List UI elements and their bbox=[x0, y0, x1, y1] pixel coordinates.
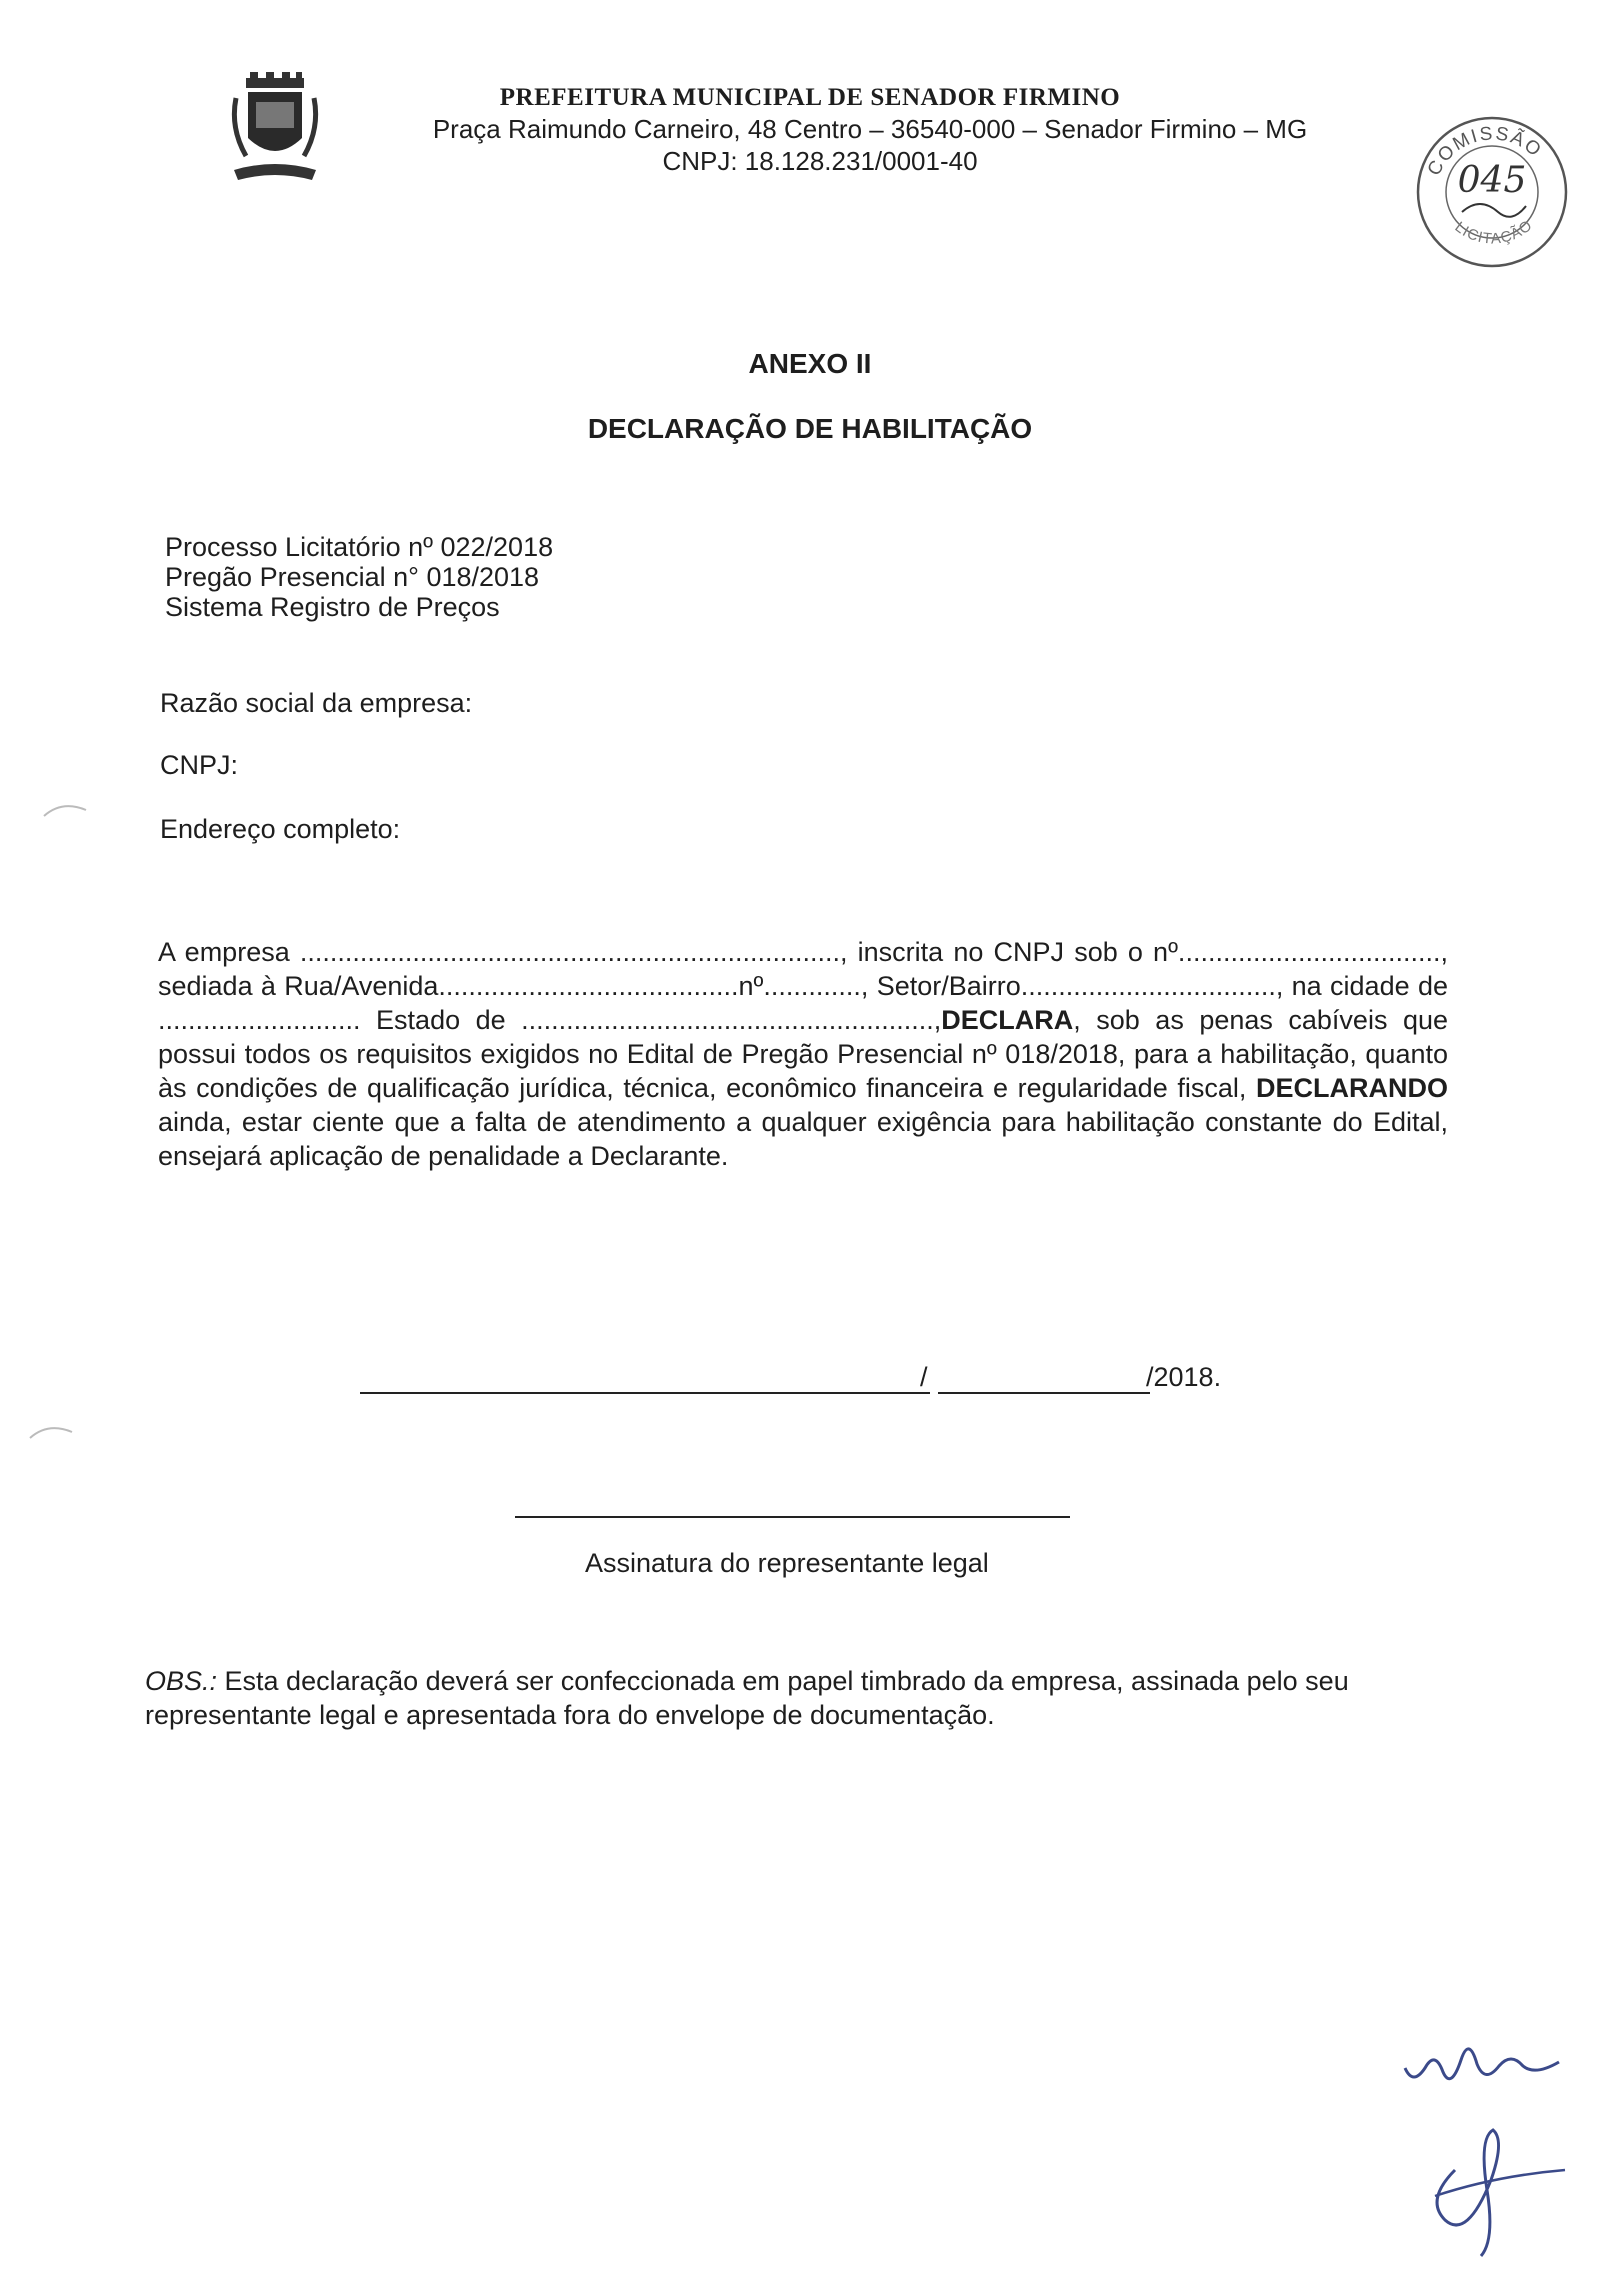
body-part3: ainda, estar ciente que a falta de atendimento a qualquer exigência para habilitação constante do Edital, ensejará aplicação de penalidade a Declarante. bbox=[158, 1107, 1448, 1171]
stamp-number: 045 bbox=[1457, 160, 1527, 201]
declaration-title: DECLARAÇÃO DE HABILITAÇÃO bbox=[587, 413, 1033, 444]
date-month-line bbox=[938, 1392, 1150, 1394]
obs-text: Esta declaração deverá ser confeccionada em papel timbrado da empresa, assinada pelo seu representante legal e apresentada fora do envelope de documentação. bbox=[145, 1666, 1349, 1730]
commission-stamp bbox=[1410, 100, 1575, 280]
date-year: /2018. bbox=[1146, 1362, 1222, 1392]
margin-mark bbox=[28, 1422, 78, 1442]
stamp-bottom-text: LICITAÇÃO bbox=[1451, 216, 1537, 248]
address-label: Endereço completo: bbox=[160, 814, 401, 844]
handwritten-rubric bbox=[1395, 2020, 1575, 2260]
process-number: Processo Licitatório nº 022/2018 bbox=[165, 532, 554, 562]
annex-title: ANEXO II bbox=[748, 348, 872, 379]
stamp-signature-scribble bbox=[1462, 204, 1526, 217]
org-name: PREFEITURA MUNICIPAL DE SENADOR FIRMINO bbox=[499, 84, 1121, 111]
body-declara: DECLARA bbox=[941, 1005, 1074, 1035]
stamp-top-text: COMISSÃO bbox=[1423, 123, 1547, 180]
company-name-label: Razão social da empresa: bbox=[160, 688, 473, 718]
date-place-line bbox=[360, 1392, 930, 1394]
body-part1: A empresa ........................................................................, inscrita no CNPJ sob o nº..................................., sediada à Rua/Avenida........................................nº............., Setor/Bairro.................................., na cidade de ........................... Estado de ......................................................., bbox=[158, 937, 1448, 1035]
body-declarando: DECLARANDO bbox=[1256, 1073, 1448, 1103]
svg-text:LICITAÇÃO bbox=[1452, 217, 1536, 248]
cnpj-label: CNPJ: bbox=[160, 750, 239, 780]
municipal-crest-icon bbox=[228, 72, 323, 184]
observation-note bbox=[145, 1664, 1405, 1732]
obs-label: OBS.: bbox=[145, 1666, 218, 1696]
margin-mark bbox=[42, 800, 92, 820]
signature-line bbox=[515, 1516, 1070, 1518]
body-part2: , sob as penas cabíveis que possui todos os requisitos exigidos no Edital de Pregão Presencial nº 018/2018, para a habilitação, quanto às condições de qualificação jurídica, técnica, econômico financeira e regularidade fiscal, bbox=[158, 1005, 1449, 1103]
org-cnpj: CNPJ: 18.128.231/0001-40 bbox=[662, 146, 978, 176]
declaration-body bbox=[158, 935, 1448, 1173]
pregao-number: Pregão Presencial n° 018/2018 bbox=[165, 562, 540, 592]
date-slash: / bbox=[920, 1362, 928, 1392]
signature-caption: Assinatura do representante legal bbox=[585, 1548, 989, 1578]
registry-system: Sistema Registro de Preços bbox=[165, 592, 500, 622]
org-address: Praça Raimundo Carneiro, 48 Centro – 36540-000 – Senador Firmino – MG bbox=[432, 114, 1308, 144]
